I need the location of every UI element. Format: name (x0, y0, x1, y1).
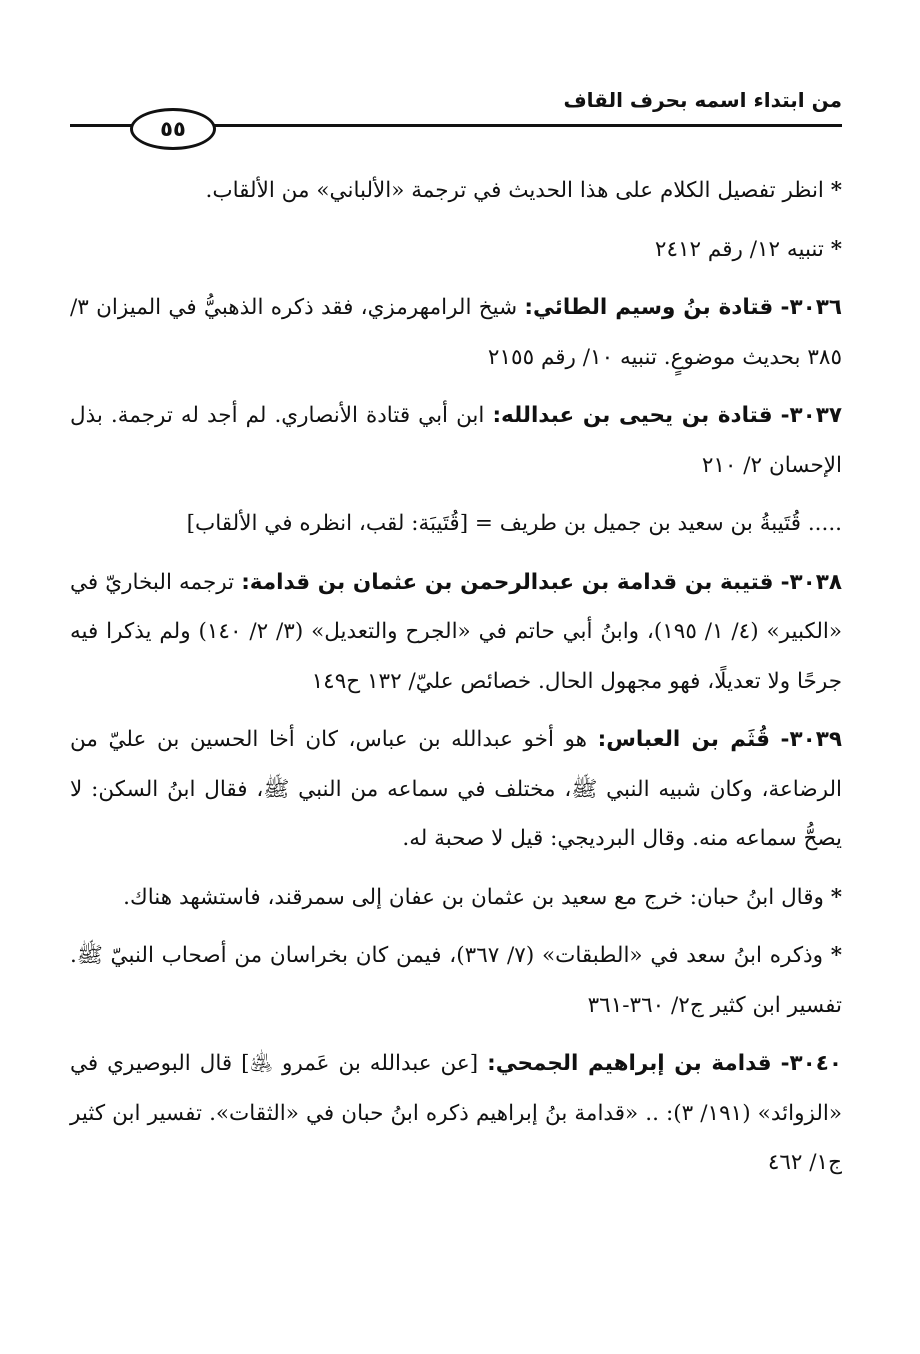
paragraph-text: [عن عبدالله بن عَمرو ﵁] قال البوصيري في «الزوائد» (١٩١/ ٣): .. «قدامة بنُ إبراهيم ذكره ابنُ حبان في «الثقات». تفسير ابن كثير ج١/ ٤٦٢ (70, 1051, 843, 1175)
paragraph-text: تنبيه ١٢/ رقم ٢٤١٢ (654, 236, 824, 262)
entry-paragraph (70, 283, 842, 382)
asterisk-icon: * (830, 884, 842, 910)
entry-paragraph (70, 558, 842, 707)
entry-number: ٣٠٣٩- (780, 727, 842, 752)
entry-name: قتادة بن يحيى بن عبدالله: (492, 403, 773, 428)
paragraph-text: قُتَيبةُ بن سعيد بن جميل بن طريف = [قُتَيبَة: لقب، انظره في الألقاب] (186, 511, 801, 536)
note-paragraph (70, 166, 842, 216)
paragraph-text: هو أخو عبدالله بن عباس، كان أخا الحسين بن عليّ من الرضاعة، وكان شبيه النبي ﷺ، مختلف في سماعه من النبي ﷺ، فقال ابنُ السكن: لا يصحُّ سماعه منه. وقال البرديجي: قيل لا صحبة له. (70, 727, 842, 851)
entry-number: ٣٠٣٨- (780, 569, 842, 595)
paragraph-text: ابن أبي قتادة الأنصاري. لم أجد له ترجمة. بذل الإحسان ٢/ ٢١٠ (70, 403, 842, 478)
entry-name: قُثَم بن العباس: (597, 727, 770, 752)
note-paragraph (70, 225, 842, 275)
paragraph-text: وذكره ابنُ سعد في «الطبقات» (٧/ ٣٦٧)، فيمن كان بخراسان من أصحاب النبيّ ﷺ. تفسير ابن كثير ج٢/ ٣٦٠-٣٦١ (70, 943, 842, 1018)
entry-number: ٣٠٤٠- (780, 1051, 842, 1076)
entry-number: ٣٠٣٧- (780, 403, 843, 428)
paragraph-text: ترجمه البخاريّ في «الكبير» (٤/ ١/ ١٩٥)، وابنُ أبي حاتم في «الجرح والتعديل» (٣/ ٢/ ١٤٠) ولم يذكرا فيه جرحًا ولا تعديلًا، فهو مجهول الحال. خصائص عليّ/ ١٣٢ ح١٤٩ (70, 569, 843, 694)
page-number: ٥٥ (130, 108, 216, 150)
paragraph-text: شيخ الرامهرمزي، فقد ذكره الذهبيُّ في الميزان ٣/ ٣٨٥ بحديث موضوعٍ. تنبيه ١٠/ رقم ٢١٥٥ (70, 295, 842, 370)
document-body (70, 166, 842, 1197)
asterisk-icon: * (830, 178, 842, 203)
note-paragraph (70, 931, 842, 1030)
leader-dots: ..... (807, 511, 842, 536)
asterisk-icon: * (830, 236, 842, 262)
paragraph-text: انظر تفصيل الكلام على هذا الحديث في ترجمة «الألباني» من الألقاب. (205, 178, 824, 203)
entry-name: قدامة بن إبراهيم الجمحي: (487, 1051, 772, 1076)
entry-paragraph (70, 715, 842, 864)
running-header: من ابتداء اسمه بحرف القاف (563, 88, 842, 112)
note-paragraph (70, 873, 842, 923)
entry-number: ٣٠٣٦- (780, 295, 842, 320)
paragraph-text: وقال ابنُ حبان: خرج مع سعيد بن عثمان بن عفان إلى سمرقند، فاستشهد هناك. (123, 884, 824, 910)
entry-name: قتيبة بن قدامة بن عبدالرحمن بن عثمان بن قدامة: (241, 569, 774, 595)
entry-paragraph (70, 391, 842, 490)
asterisk-icon: * (830, 943, 842, 968)
cross-reference (70, 499, 842, 549)
entry-paragraph (70, 1039, 842, 1188)
entry-name: قتادة بنُ وسيم الطائي: (524, 295, 774, 320)
